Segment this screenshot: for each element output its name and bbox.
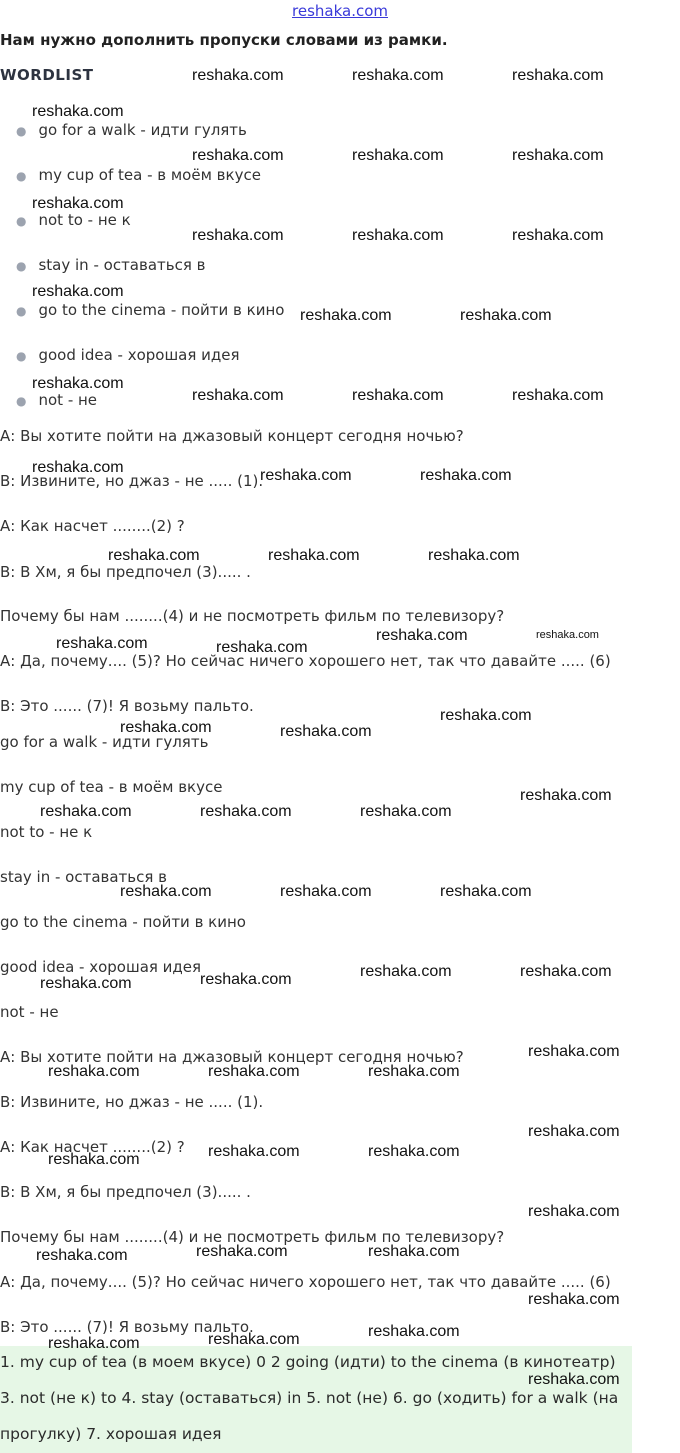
watermark: reshaka.com <box>200 803 292 820</box>
watermark: reshaka.com <box>368 1143 460 1160</box>
dialogue-line: В: Это ...... (7)! Я возьму пальто. <box>0 1318 254 1336</box>
dialogue-line: А: Вы хотите пойти на джазовый концерт сегодня ночью? <box>0 427 464 445</box>
watermark: reshaka.com <box>512 387 604 404</box>
answer-line: прогулку) 7. хорошая идея <box>0 1425 222 1443</box>
dialogue-line: В: В Хм, я бы предпочел (3)..... . <box>0 1183 251 1201</box>
watermark: reshaka.com <box>120 719 212 736</box>
dialogue-line: А: Как насчет ........(2) ? <box>0 517 185 535</box>
watermark: reshaka.com <box>192 387 284 404</box>
watermark: reshaka.com <box>268 547 360 564</box>
dialogue-line: В: Извините, но джаз - не ..... (1). <box>0 1093 264 1111</box>
wordlist-plain-item: good idea - хорошая идея <box>0 958 202 976</box>
watermark: reshaka.com <box>48 1151 140 1168</box>
watermark: reshaka.com <box>32 195 124 212</box>
watermark: reshaka.com <box>520 787 612 804</box>
watermark: reshaka.com <box>512 227 604 244</box>
watermark: reshaka.com <box>48 1063 140 1080</box>
bullet-icon: ● <box>16 124 27 138</box>
watermark: reshaka.com <box>192 147 284 164</box>
dialogue-line: А: Да, почему.... (5)? Но сейчас ничего хорошего нет, так что давайте ..... (6) <box>0 652 611 670</box>
watermark: reshaka.com <box>368 1063 460 1080</box>
wordlist-plain-item: stay in - оставаться в <box>0 868 167 886</box>
bullet-icon: ● <box>16 169 27 183</box>
watermark: reshaka.com <box>200 971 292 988</box>
watermark: reshaka.com <box>32 459 124 476</box>
watermark: reshaka.com <box>120 883 212 900</box>
wordlist-item-text: not to - не к <box>38 211 131 229</box>
wordlist-heading: WORDLIST <box>0 66 94 84</box>
watermark: reshaka.com <box>536 629 599 641</box>
dialogue-line: Почему бы нам ........(4) и не посмотреть фильм по телевизору? <box>0 607 505 625</box>
watermark: reshaka.com <box>440 883 532 900</box>
wordlist-item <box>16 346 240 364</box>
watermark: reshaka.com <box>192 227 284 244</box>
watermark: reshaka.com <box>36 1247 128 1264</box>
watermark: reshaka.com <box>528 1203 620 1220</box>
watermark: reshaka.com <box>528 1371 620 1388</box>
site-header-link[interactable]: reshaka.com <box>292 2 388 20</box>
wordlist-item-text: go to the cinema - пойти в кино <box>38 301 285 319</box>
watermark: reshaka.com <box>352 227 444 244</box>
wordlist-plain-item: my cup of tea - в моём вкусе <box>0 778 223 796</box>
watermark: reshaka.com <box>260 467 352 484</box>
wordlist-item <box>16 391 97 409</box>
wordlist-item <box>16 121 247 139</box>
answer-line: 3. not (не к) to 4. stay (оставаться) in 5. not (не) 6. go (ходить) for a walk (на <box>0 1389 619 1407</box>
watermark: reshaka.com <box>352 387 444 404</box>
watermark: reshaka.com <box>528 1291 620 1308</box>
wordlist-item <box>16 166 261 184</box>
dialogue-line: А: Как насчет ........(2) ? <box>0 1138 185 1156</box>
wordlist-plain-item: not - не <box>0 1003 59 1021</box>
task-title: Нам нужно дополнить пропуски словами из рамки. <box>0 31 448 49</box>
watermark: reshaka.com <box>40 975 132 992</box>
wordlist-item-text: not - не <box>38 391 98 409</box>
wordlist-item <box>16 256 205 274</box>
wordlist-plain-item: go for a walk - идти гулять <box>0 733 209 751</box>
wordlist-item-text: go for a walk - идти гулять <box>38 121 247 139</box>
watermark: reshaka.com <box>512 67 604 84</box>
watermark: reshaka.com <box>300 307 392 324</box>
watermark: reshaka.com <box>56 635 148 652</box>
bullet-icon: ● <box>16 214 27 228</box>
dialogue-line: Почему бы нам ........(4) и не посмотреть фильм по телевизору? <box>0 1228 505 1246</box>
watermark: reshaka.com <box>440 707 532 724</box>
watermark: reshaka.com <box>352 147 444 164</box>
dialogue-line: А: Вы хотите пойти на джазовый концерт сегодня ночью? <box>0 1048 464 1066</box>
wordlist-plain-item: go to the cinema - пойти в кино <box>0 913 246 931</box>
watermark: reshaka.com <box>420 467 512 484</box>
watermark: reshaka.com <box>520 963 612 980</box>
watermark: reshaka.com <box>460 307 552 324</box>
watermark: reshaka.com <box>216 639 308 656</box>
watermark: reshaka.com <box>376 627 468 644</box>
watermark: reshaka.com <box>360 963 452 980</box>
wordlist-plain-item: not to - не к <box>0 823 93 841</box>
wordlist-item-text: my cup of tea - в моём вкусе <box>38 166 261 184</box>
dialogue-line: А: Да, почему.... (5)? Но сейчас ничего хорошего нет, так что давайте ..... (6) <box>0 1273 611 1291</box>
watermark: reshaka.com <box>512 147 604 164</box>
watermark: reshaka.com <box>428 547 520 564</box>
watermark: reshaka.com <box>48 1335 140 1352</box>
watermark: reshaka.com <box>368 1323 460 1340</box>
watermark: reshaka.com <box>368 1243 460 1260</box>
wordlist-item <box>16 301 284 319</box>
watermark: reshaka.com <box>196 1243 288 1260</box>
watermark: reshaka.com <box>528 1043 620 1060</box>
bullet-icon: ● <box>16 394 27 408</box>
watermark: reshaka.com <box>32 103 124 120</box>
bullet-icon: ● <box>16 304 27 318</box>
watermark: reshaka.com <box>40 803 132 820</box>
watermark: reshaka.com <box>208 1143 300 1160</box>
dialogue-line: В: В Хм, я бы предпочел (3)..... . <box>0 563 251 581</box>
watermark: reshaka.com <box>280 883 372 900</box>
watermark: reshaka.com <box>108 547 200 564</box>
bullet-icon: ● <box>16 259 27 273</box>
watermark: reshaka.com <box>208 1063 300 1080</box>
bullet-icon: ● <box>16 349 27 363</box>
watermark: reshaka.com <box>528 1123 620 1140</box>
watermark: reshaka.com <box>32 375 124 392</box>
answer-line: 1. my cup of tea (в моем вкусе) 0 2 going (идти) to the cinema (в кинотеатр) <box>0 1353 616 1371</box>
dialogue-line: В: Это ...... (7)! Я возьму пальто. <box>0 697 254 715</box>
watermark: reshaka.com <box>280 723 372 740</box>
wordlist-item-text: stay in - оставаться в <box>38 256 206 274</box>
wordlist-item-text: good idea - хорошая идея <box>38 346 240 364</box>
watermark: reshaka.com <box>352 67 444 84</box>
dialogue-line: В: Извините, но джаз - не ..... (1). <box>0 472 264 490</box>
wordlist-item <box>16 211 131 229</box>
watermark: reshaka.com <box>32 283 124 300</box>
watermark: reshaka.com <box>208 1331 300 1348</box>
watermark: reshaka.com <box>360 803 452 820</box>
watermark: reshaka.com <box>192 67 284 84</box>
